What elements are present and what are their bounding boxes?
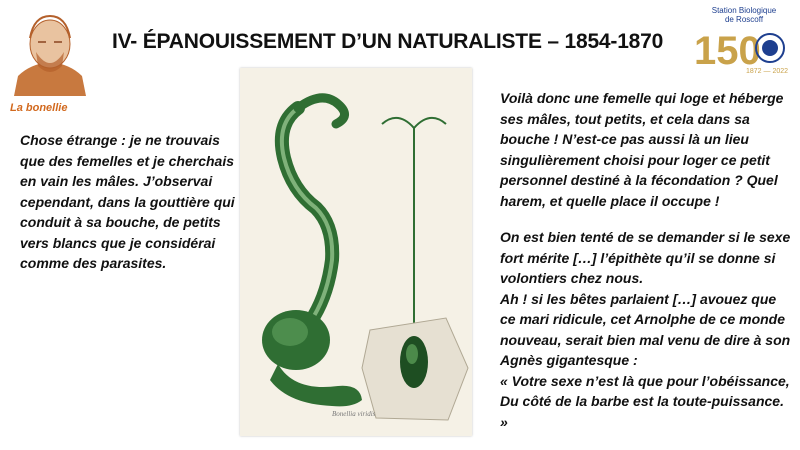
figure-caption: La bonellie	[10, 102, 68, 114]
portrait-engraving	[8, 4, 92, 96]
right-paragraph-2-line: Ah ! si les bêtes parlaient […] avouez que ce mari ridicule, cet Arnolphe de ce monde nouveau, serait bien mal venu de dire à son Agnès gigantesque :	[500, 290, 791, 368]
bonellia-illustration	[240, 68, 472, 436]
right-paragraph-2	[500, 227, 792, 432]
plate-caption: Bonellia viridis	[332, 410, 376, 418]
logo-text-line1: Station Biologique	[711, 6, 777, 15]
page-title: IV- ÉPANOUISSEMENT D’UN NATURALISTE – 1854-1870	[112, 30, 664, 53]
station-logo	[694, 6, 794, 76]
left-quote: Chose étrange : je ne trouvais que des femelles et je cherchais en vain les mâles. J’observai cependant, dans la gouttière qui conduit à sa bouche, de petits vers blancs que je considérai comme des parasites.	[20, 132, 235, 271]
right-paragraph-2-line: « Votre sexe n’est là que pour l’obéissance, Du côté de la barbe est la toute-puissance. »	[500, 372, 790, 430]
right-paragraph-2-line: On est bien tenté de se demander si le sexe fort mérite […] l’épithète qu’il se donne si volontiers chez nous.	[500, 229, 791, 286]
logo-years: 1872 — 2022	[746, 68, 789, 75]
right-paragraph-1: Voilà donc une femelle qui loge et héberge ses mâles, tout petits, et cela dans sa bouche ! N’est-ce pas aussi là un lieu singulièrement choisi pour loger ce petit personnel destiné à la fécondation ? Quel harem, et quelle place il occupe !	[500, 90, 784, 209]
logo-number: 150	[694, 29, 761, 72]
right-quote	[500, 88, 792, 432]
logo-text-line2: de Roscoff	[724, 15, 764, 24]
